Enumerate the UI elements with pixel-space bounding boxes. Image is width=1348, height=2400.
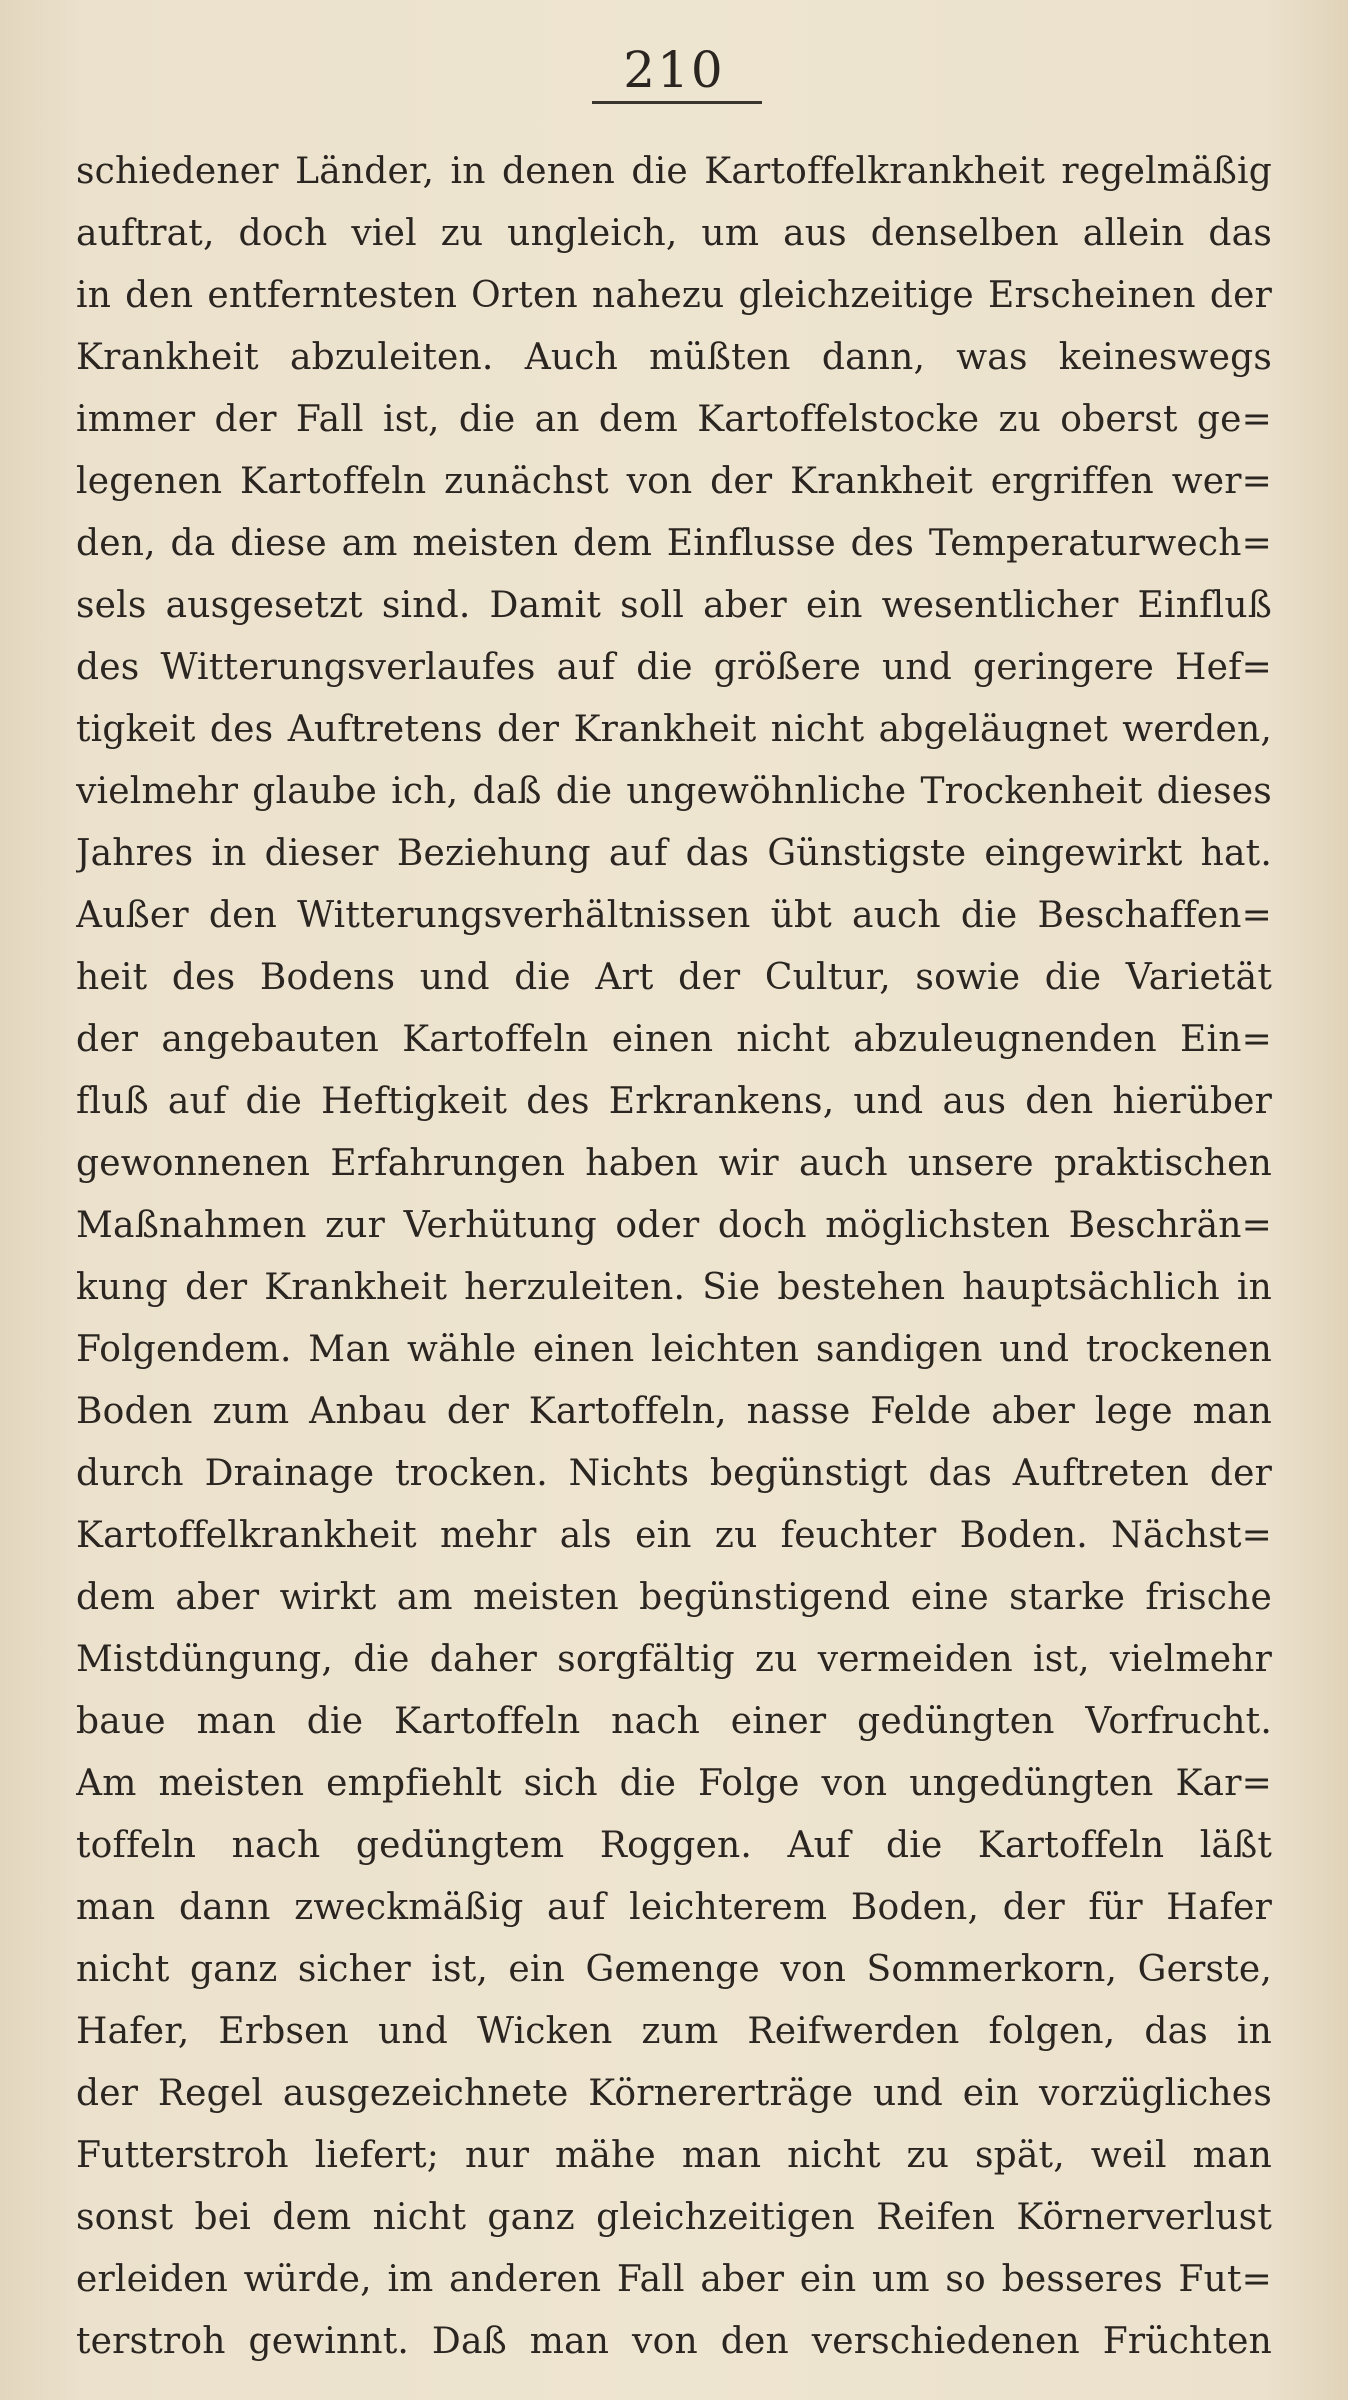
body-text (76, 141, 1272, 2373)
text-line: des Witterungsverlaufes auf die größere und geringere Hef= (76, 647, 1272, 688)
text-line: Jahres in dieser Beziehung auf das Günstigste eingewirkt hat. (76, 833, 1272, 874)
text-line: den, da diese am meisten dem Einflusse des Temperaturwech= (76, 523, 1272, 564)
text-line: Hafer, Erbsen und Wicken zum Reifwerden folgen, das in (76, 2011, 1272, 2052)
text-line: nicht ganz sicher ist, ein Gemenge von Sommerkorn, Gerste, (76, 1949, 1272, 1990)
text-line: terstroh gewinnt. Daß man von den verschiedenen Früchten (76, 2321, 1272, 2362)
text-line: dem aber wirkt am meisten begünstigend eine starke frische (76, 1577, 1272, 1618)
text-line: Am meisten empfiehlt sich die Folge von ungedüngten Kar= (76, 1763, 1272, 1804)
text-line: man dann zweckmäßig auf leichterem Boden, der für Hafer (76, 1887, 1272, 1928)
text-line: schiedener Länder, in denen die Kartoffelkrankheit regelmäßig (76, 151, 1272, 192)
text-line: der Regel ausgezeichnete Körnererträge und ein vorzügliches (76, 2073, 1272, 2114)
text-line: Boden zum Anbau der Kartoffeln, nasse Felde aber lege man (76, 1391, 1272, 1432)
text-line: Maßnahmen zur Verhütung oder doch möglichsten Beschrän= (76, 1205, 1272, 1246)
text-line: Futterstroh liefert; nur mähe man nicht zu spät, weil man (76, 2135, 1272, 2176)
text-line: gewonnenen Erfahrungen haben wir auch unsere praktischen (76, 1143, 1272, 1184)
text-line: toffeln nach gedüngtem Roggen. Auf die Kartoffeln läßt (76, 1825, 1272, 1866)
text-line: tigkeit des Auftretens der Krankheit nicht abgeläugnet werden, (76, 709, 1272, 750)
page-number: 210 (623, 41, 725, 99)
text-line: heit des Bodens und die Art der Cultur, sowie die Varietät (76, 957, 1272, 998)
text-line: fluß auf die Heftigkeit des Erkrankens, und aus den hierüber (76, 1081, 1272, 1122)
text-line: immer der Fall ist, die an dem Kartoffelstocke zu oberst ge= (76, 399, 1272, 440)
text-line: erleiden würde, im anderen Fall aber ein um so besseres Fut= (76, 2259, 1272, 2300)
text-line: sonst bei dem nicht ganz gleichzeitigen Reifen Körnerverlust (76, 2197, 1272, 2238)
text-line: sels ausgesetzt sind. Damit soll aber ein wesentlicher Einfluß (76, 585, 1272, 626)
text-line: vielmehr glaube ich, daß die ungewöhnliche Trockenheit dieses (76, 771, 1272, 812)
text-line: Außer den Witterungsverhältnissen übt auch die Beschaffen= (76, 895, 1272, 936)
text-line: Folgendem. Man wähle einen leichten sandigen und trockenen (76, 1329, 1272, 1370)
text-line: in den entferntesten Orten nahezu gleichzeitige Erscheinen der (76, 275, 1272, 316)
text-line: der angebauten Kartoffeln einen nicht abzuleugnenden Ein= (76, 1019, 1272, 1060)
text-line: Krankheit abzuleiten. Auch müßten dann, was keineswegs (76, 337, 1272, 378)
text-line: baue man die Kartoffeln nach einer gedüngten Vorfrucht. (76, 1701, 1272, 1742)
text-line: legenen Kartoffeln zunächst von der Krankheit ergriffen wer= (76, 461, 1272, 502)
text-line: Mistdüngung, die daher sorgfältig zu vermeiden ist, vielmehr (76, 1639, 1272, 1680)
text-line: kung der Krankheit herzuleiten. Sie bestehen hauptsächlich in (76, 1267, 1272, 1308)
text-line: Kartoffelkrankheit mehr als ein zu feuchter Boden. Nächst= (76, 1515, 1272, 1556)
header-rule (592, 101, 762, 104)
text-line: auftrat, doch viel zu ungleich, um aus denselben allein das (76, 213, 1272, 254)
text-line: durch Drainage trocken. Nichts begünstigt das Auftreten der (76, 1453, 1272, 1494)
